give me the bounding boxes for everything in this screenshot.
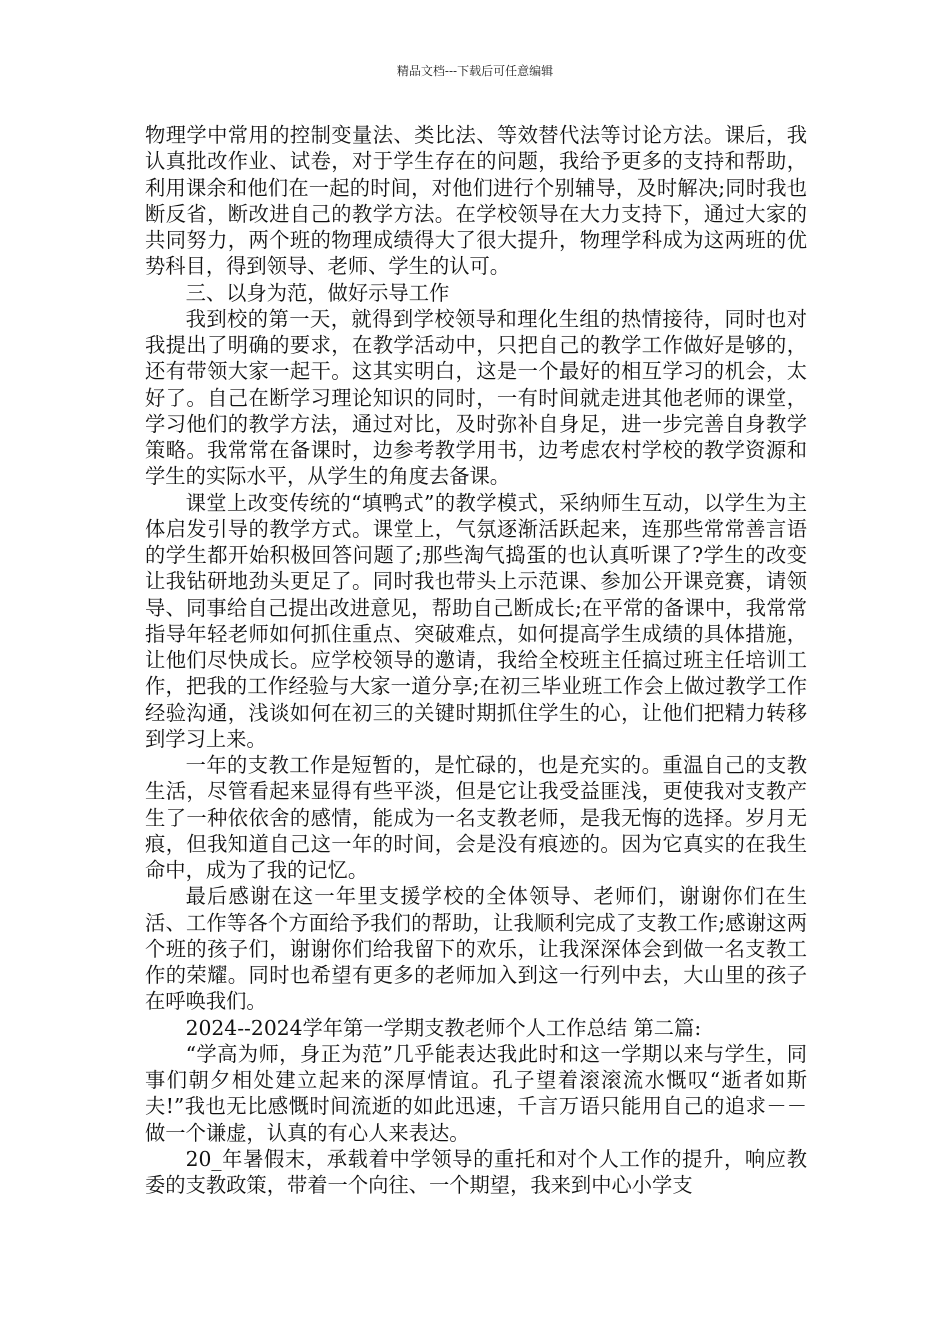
page-header: 精品文档---下载后可任意编辑	[396, 64, 554, 78]
article-subtitle: 2024--2024学年第一学期支教老师个人工作总结 第二篇:	[185, 1015, 702, 1040]
paragraph: 课堂上改变传统的“填鸭式”的教学模式，采纳师生互动，以学生为主体启发引导的教学方式。课堂上，气氛逐渐活跃起来，连那些常常善言语的学生都开始积极回答问题了;那些淘气捣蛋的也认真听课了?学生的改变让我钻研地劲头更足了。同时我也带头上示范课、参加公开课竞赛，请领导、同事给自己提出改进意见，帮助自己断成长;在平常的备课中，我常常指导年轻老师如何抓住重点、突破难点，如何提高学生成绩的具体措施，让他们尽快成长。应学校领导的邀请，我给全校班主任搞过班主任培训工作，把我的工作经验与大家一道分享;在初三毕业班工作会上做过教学工作经验沟通，浅谈如何在初三的关键时期抓住学生的心，让他们把精力转移到学习上来。	[145, 490, 807, 751]
paragraph: 我到校的第一天，就得到学校领导和理化生组的热情接待，同时也对我提出了明确的要求，在教学活动中，只把自己的教学工作做好是够的，还有带领大家一起干。这其实明白，这是一个最好的相互学习的机会，太好了。自己在断学习理论知识的同时，一有时间就走进其他老师的课堂，学习他们的教学方法，通过对比，及时弥补自身足，进一步完善自身教学策略。我常常在备课时，边参考教学用书，边考虑农村学校的教学资源和学生的实际水平，从学生的角度去备课。	[145, 306, 807, 489]
paragraph: 物理学中常用的控制变量法、类比法、等效替代法等讨论方法。课后，我认真批改作业、试卷，对于学生存在的问题，我给予更多的支持和帮助，利用课余和他们在一起的时间，对他们进行个别辅导，及时解决;同时我也断反省，断改进自己的教学方法。在学校领导在大力支持下，通过大家的共同努力，两个班的物理成绩得大了很大提升，物理学科成为这两班的优势科目，得到领导、老师、学生的认可。	[145, 123, 807, 279]
paragraph: 20_年暑假末，承载着中学领导的重托和对个人工作的提升，响应教委的支教政策，带着一个向往、一个期望，我来到中心小学支	[145, 1146, 807, 1197]
document-body	[145, 122, 807, 1198]
section-heading: 三、以身为范，做好示导工作	[185, 280, 450, 305]
paragraph: “学高为师，身正为范”几乎能表达我此时和这一学期以来与学生，同事们朝夕相处建立起来的深厚情谊。孔子望着滚滚流水慨叹“逝者如斯夫!”我也无比感慨时间流逝的如此迅速，千言万语只能用自己的追求－－做一个谦虚，认真的有心人来表达。	[145, 1041, 807, 1145]
paragraph: 一年的支教工作是短暂的，是忙碌的，也是充实的。重温自己的支教生活，尽管看起来显得有些平淡，但是它让我受益匪浅，更使我对支教产生了一种依依舍的感情，能成为一名支教老师，是我无悔的选择。岁月无痕，但我知道自己这一年的时间，会是没有痕迹的。因为它真实的在我生命中，成为了我的记忆。	[145, 753, 807, 882]
paragraph: 最后感谢在这一年里支援学校的全体领导、老师们，谢谢你们在生活、工作等各个方面给予我们的帮助，让我顺利完成了支教工作;感谢这两个班的孩子们，谢谢你们给我留下的欢乐，让我深深体会到做一名支教工作的荣耀。同时也希望有更多的老师加入到这一行列中去，大山里的孩子在呼唤我们。	[145, 884, 807, 1014]
